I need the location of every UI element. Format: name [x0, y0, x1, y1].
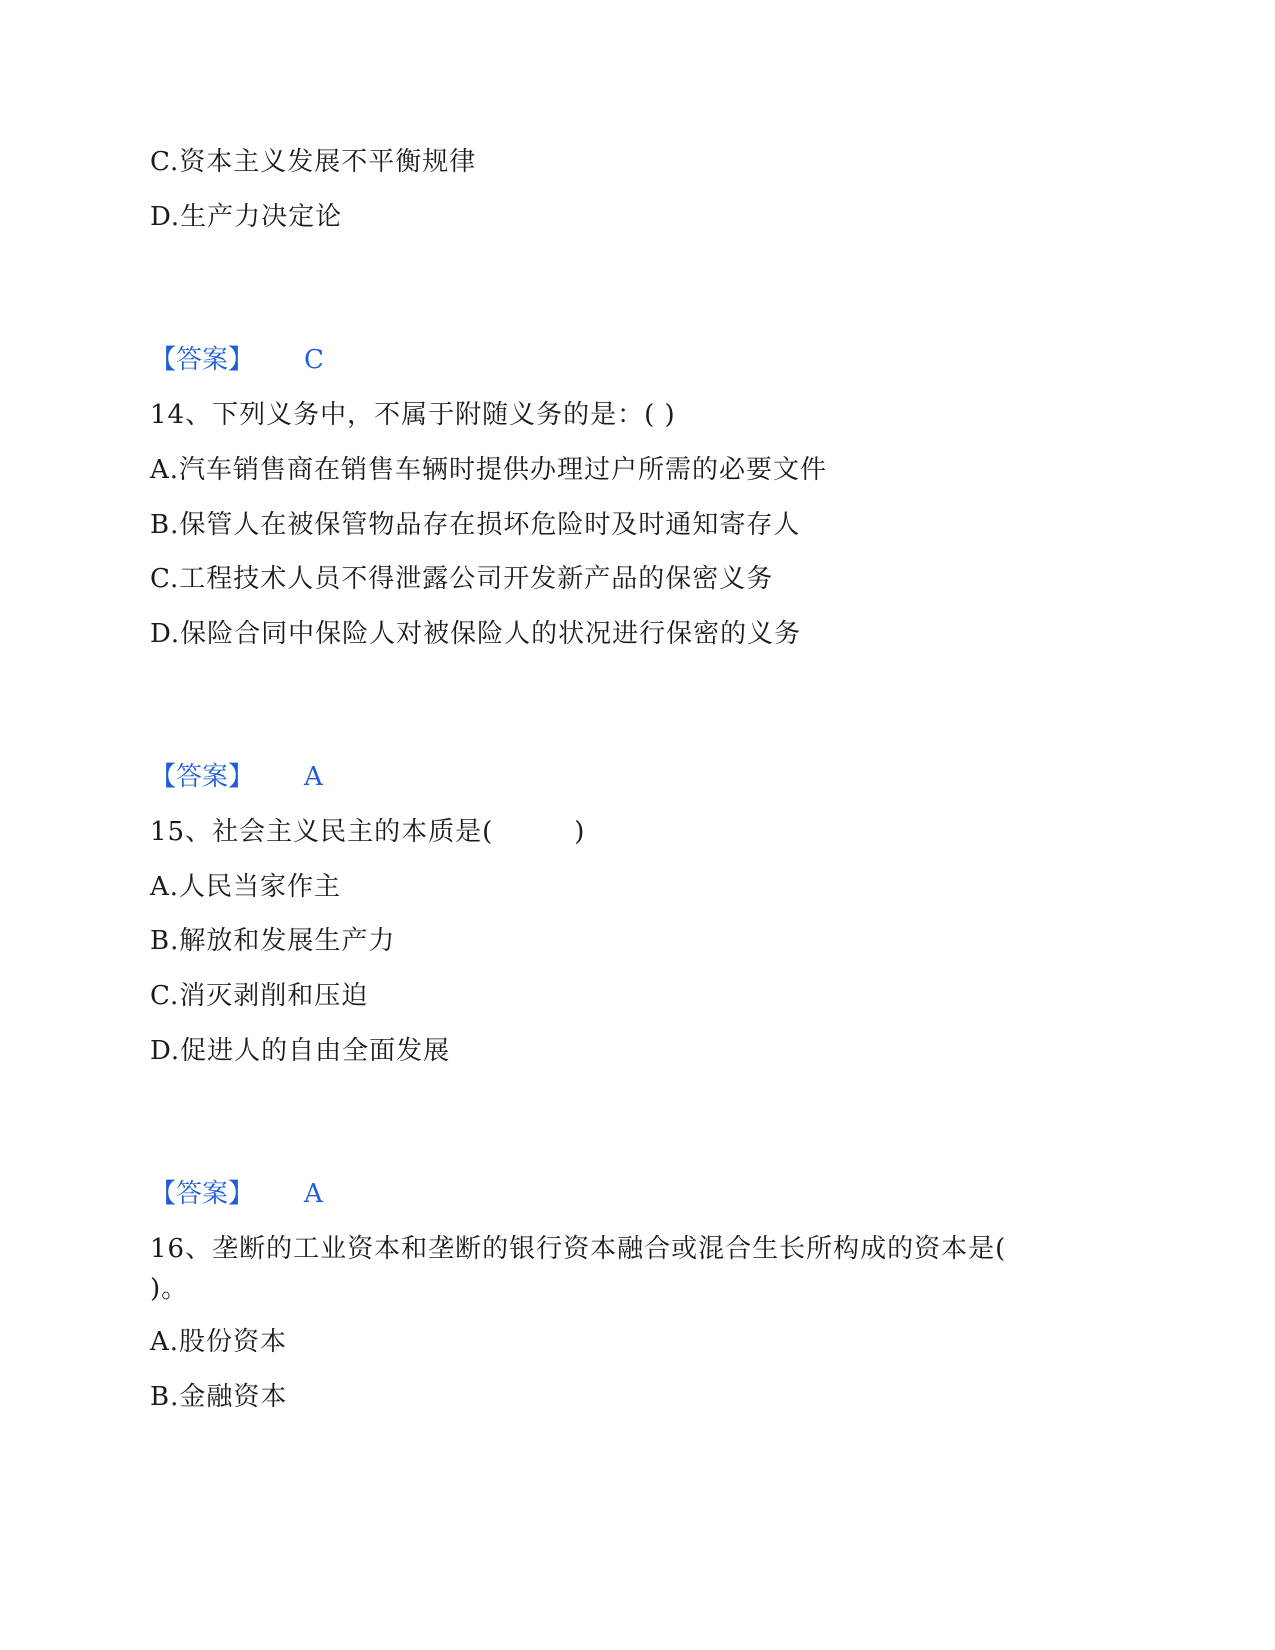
q16-stem-line2: )。: [150, 1274, 189, 1304]
answer-value: A: [304, 762, 323, 792]
q14-option-c: C.工程技术人员不得泄露公司开发新产品的保密义务: [150, 564, 774, 594]
q14-answer: [150, 760, 323, 794]
q16-option-b: B.金融资本: [150, 1382, 288, 1412]
q15-option-a: A.人民当家作主: [150, 872, 342, 902]
q15-answer: [150, 1177, 323, 1211]
q15-option-b: B.解放和发展生产力: [150, 926, 396, 956]
answer-tag: 【答案】: [150, 1179, 255, 1209]
q13-option-d: D.生产力决定论: [150, 202, 343, 232]
answer-tag: 【答案】: [150, 345, 255, 375]
q13-answer: [150, 343, 324, 377]
q16-stem-line1: 16、垄断的工业资本和垄断的银行资本融合或混合生长所构成的资本是(: [150, 1234, 1007, 1264]
answer-value: A: [304, 1179, 323, 1209]
q14-option-b: B.保管人在被保管物品存在损坏危险时及时通知寄存人: [150, 510, 801, 540]
q14-stem: 14、下列义务中，不属于附随义务的是：( ): [150, 400, 676, 430]
q15-option-d: D.促进人的自由全面发展: [150, 1036, 451, 1066]
q16-option-a: A.股份资本: [150, 1327, 288, 1357]
q15-option-c: C.消灭剥削和压迫: [150, 981, 369, 1011]
answer-value: C: [304, 345, 324, 375]
q14-option-d: D.保险合同中保险人对被保险人的状况进行保密的义务: [150, 619, 802, 649]
answer-tag: 【答案】: [150, 762, 255, 792]
q15-stem: 15、社会主义民主的本质是( ): [150, 817, 586, 847]
q13-option-c: C.资本主义发展不平衡规律: [150, 147, 477, 177]
q14-option-a: A.汽车销售商在销售车辆时提供办理过户所需的必要文件: [150, 455, 828, 485]
